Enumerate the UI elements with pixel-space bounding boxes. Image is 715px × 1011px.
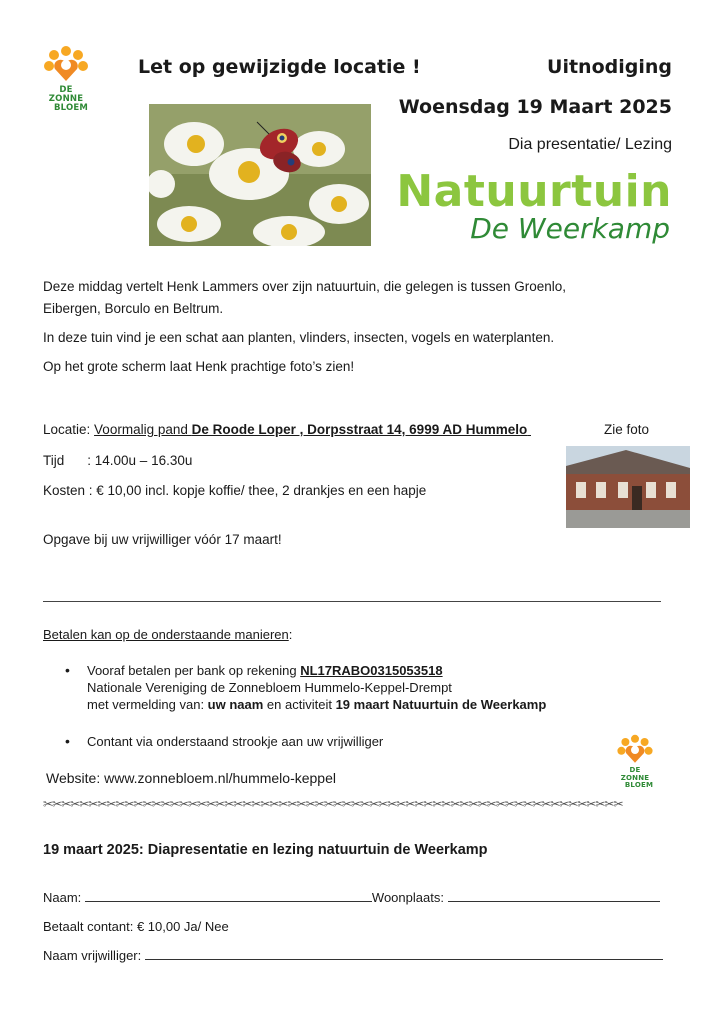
place-label: Woonplaats: [371,890,448,905]
intro-text [43,276,683,378]
zonnebloem-logo-small [612,734,658,790]
logo-text-1: DE [629,766,641,774]
logo-text-1: DE [59,85,73,95]
location-address [94,422,531,437]
brand-subtitle: De Weerkamp [470,212,670,245]
logo-text-2: ZONNE [620,773,650,782]
bank-ref-name: uw naam [207,697,264,712]
bank-ref-mid: en activiteit [263,697,336,712]
volunteer-label: Naam vrijwilliger: [43,948,145,963]
intro-line-1: Deze middag vertelt Henk Lammers over zijn natuurtuin, die gelegen is tussen Groenlo, [43,279,567,294]
payment-option-bank [65,662,647,713]
scissors-cut-line: ✂✂✂✂✂✂✂✂✂✂✂✂✂✂✂✂✂✂✂✂✂✂✂✂✂✂✂✂✂✂✂✂✂✂✂✂✂✂✂✂✂✂✂✂✂✂✂✂✂✂✂✂✂✂✂✂✂✂✂✂✂✂✂✂ [43,797,623,811]
bank-prefix: Vooraf betalen per bank op rekening [87,663,301,678]
intro-line-3: In deze tuin vind je een schat aan planten, vlinders, insecten, vogels en waterplanten. [43,330,555,345]
slip-title: 19 maart 2025: Diapresentatie en lezing natuurtuin de Weerkamp [43,842,488,858]
sunflower-icon [38,45,94,85]
location-photo [566,446,690,528]
logo-text-3: BLOEM [53,103,89,113]
intro-line-4: Op het grote scherm laat Henk prachtige foto’s zien! [43,359,355,374]
time-label: Tijd [43,453,65,468]
payment-heading-text: Betalen kan op de onderstaande manieren [43,627,289,642]
invitation-heading: Uitnodiging [547,56,672,78]
slip-cash-row: Betaalt contant: € 10,00 Ja/ Nee [43,919,229,934]
location-label: Locatie: [43,422,95,437]
logo-text-3: BLOEM [624,781,654,789]
name-label: Naam: [43,890,85,905]
location-prefix: Voormalig pand [94,422,192,437]
location-bold: De Roode Loper , Dorpsstraat 14, 6999 AD Hummelo [191,422,528,437]
zonnebloem-logo [38,45,94,113]
divider [43,601,661,602]
cash-option-text: Contant via onderstaand strookje aan uw vrijwilliger [87,734,384,749]
location-change-notice: Let op gewijzigde locatie ! [138,56,421,78]
bank-ref-prefix: met vermelding van: [87,697,208,712]
payment-option-cash [65,733,384,750]
payment-colon: : [288,627,293,642]
website-link[interactable]: Website: www.zonnebloem.nl/hummelo-keppel [46,770,336,786]
registration-deadline: Opgave bij uw vrijwilliger vóór 17 maart! [43,532,282,547]
name-field[interactable] [85,889,372,902]
sunflower-icon [612,734,658,766]
intro-line-2: Eibergen, Borculo en Beltrum. [43,301,224,316]
event-subtitle: Dia presentatie/ Lezing [508,136,672,153]
location-photo-note: Zie foto [604,422,650,437]
bullet-dot: • [65,733,70,749]
location-line [43,419,531,441]
bullet-dot: • [65,662,70,678]
volunteer-field[interactable] [145,947,663,960]
slip-volunteer-row [43,945,663,967]
event-date: Woensdag 19 Maart 2025 [398,96,672,118]
logo-text-2: ZONNE [48,94,84,104]
bank-account: NL17RABO0315053518 [300,663,443,678]
time-line [43,450,192,472]
bank-line-1 [87,662,647,679]
time-value: : 14.00u – 16.30u [87,453,193,468]
bank-line-3 [87,696,647,713]
brand-title: Natuurtuin [396,166,672,217]
bank-line-2: Nationale Vereniging de Zonnebloem Hummelo-Keppel-Drempt [87,680,452,695]
slip-name-row [43,887,660,909]
butterfly-photo [149,104,371,246]
bank-ref-activity: 19 maart Natuurtuin de Weerkamp [335,697,547,712]
place-field[interactable] [448,889,660,902]
payment-heading [43,624,292,646]
cost-line: Kosten : € 10,00 incl. kopje koffie/ thee, 2 drankjes en een hapje [43,483,427,498]
